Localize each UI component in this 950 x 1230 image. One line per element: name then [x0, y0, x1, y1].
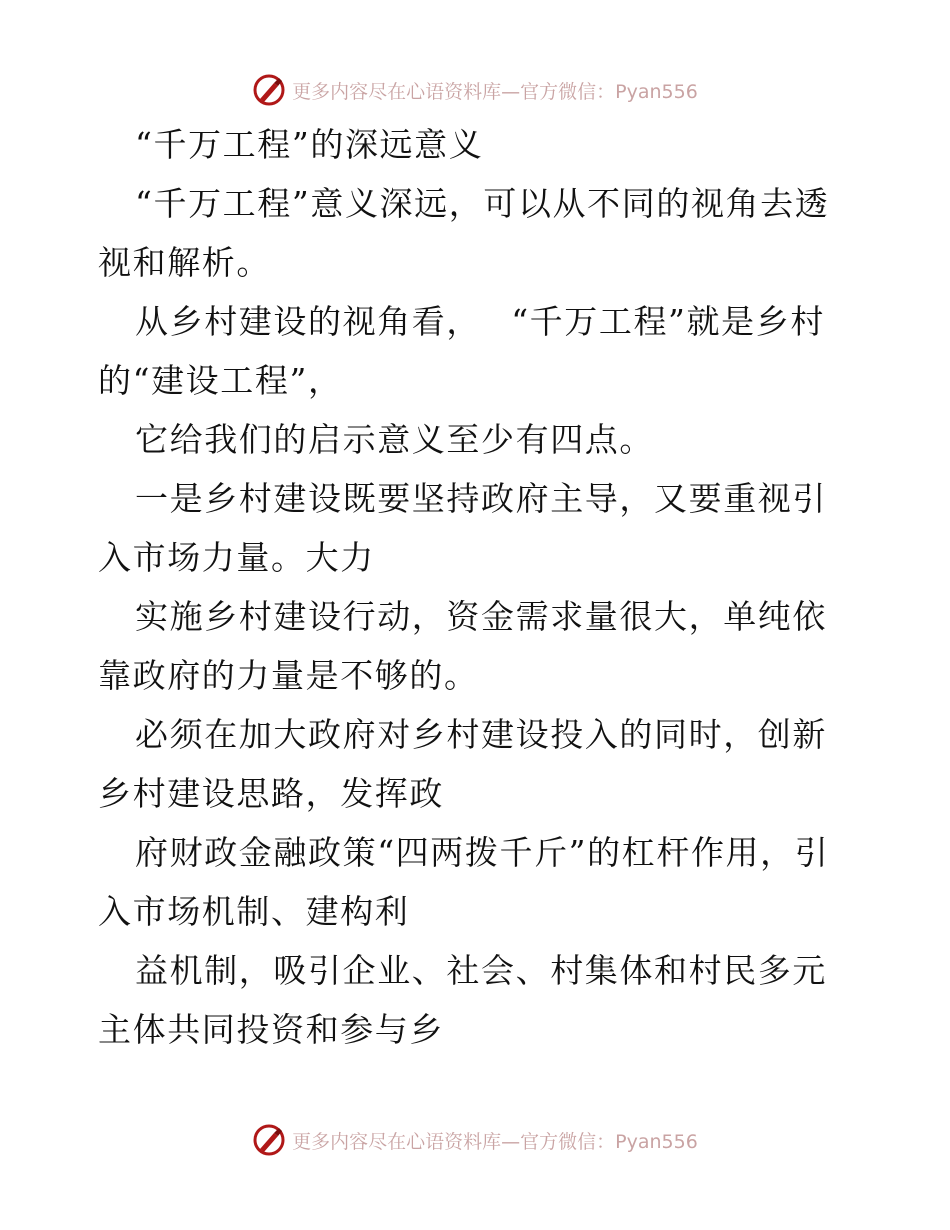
document-title: “千万工程”的深远意义 [135, 125, 484, 164]
paragraph: 必须在加大政府对乡村建设投入的同时，创新乡村建设思路，发挥政 [98, 715, 827, 813]
paragraph: 府财政金融政策“四两拨千斤”的杠杆作用，引入市场机制、建构利 [98, 833, 830, 931]
document-body [98, 115, 858, 1059]
header-watermark [0, 70, 950, 110]
paragraph: “千万工程”意义深远，可以从不同的视角去透视和解析。 [98, 184, 830, 282]
pen-logo-icon [252, 73, 286, 107]
watermark-text: 更多内容尽在心语资料库—官方微信：Pyan556 [292, 80, 698, 103]
watermark-text: 更多内容尽在心语资料库—官方微信：Pyan556 [292, 1130, 698, 1153]
paragraph: 它给我们的启示意义至少有四点。 [135, 420, 654, 459]
footer-watermark [0, 1120, 950, 1160]
paragraph: 实施乡村建设行动，资金需求量很大，单纯依靠政府的力量是不够的。 [98, 597, 827, 695]
pen-logo-icon [252, 1123, 286, 1157]
paragraph: 益机制，吸引企业、社会、村集体和村民多元主体共同投资和参与乡 [98, 951, 827, 1049]
paragraph: 从乡村建设的视角看， “千万工程”就是乡村的“建设工程”， [98, 302, 825, 400]
paragraph: 一是乡村建设既要坚持政府主导，又要重视引入市场力量。大力 [98, 479, 827, 577]
